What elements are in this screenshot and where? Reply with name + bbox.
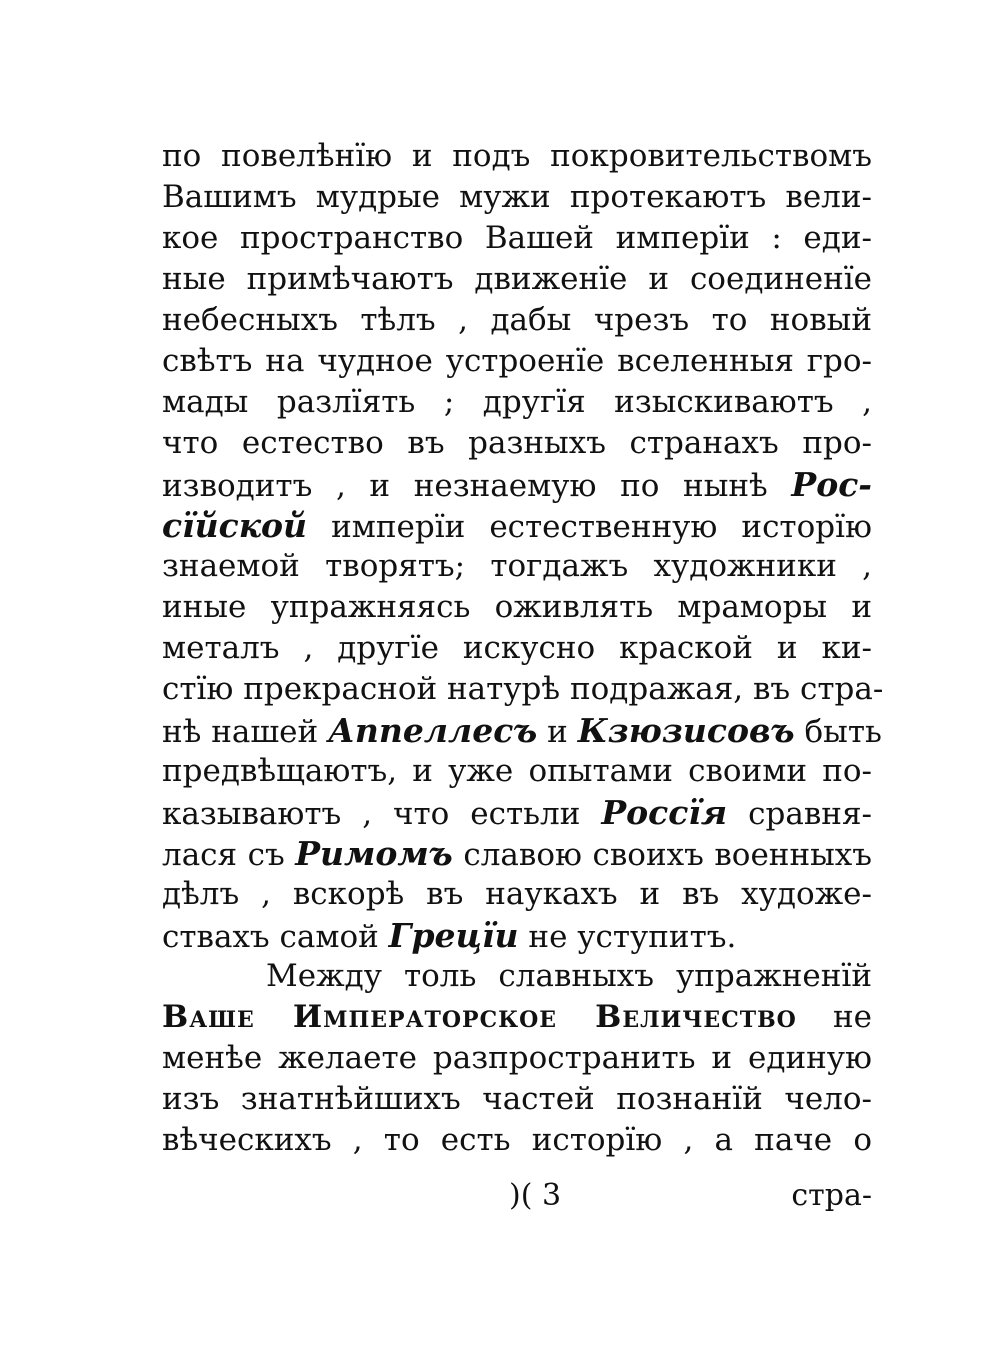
- text-line: [162, 792, 872, 833]
- text-line: что естество въ разныхъ странахъ про-: [162, 425, 872, 461]
- italic-name: Россїя: [601, 793, 728, 832]
- text-line: изъ знатнѣйшихъ частей познанїй чело-: [162, 1081, 872, 1117]
- text-line: [162, 915, 872, 956]
- text-run: казываютъ , что естьли: [162, 796, 581, 832]
- text-line: Вашимъ мудрые мужи протекаютъ вели-: [162, 179, 872, 215]
- text-run: быть: [804, 714, 882, 750]
- text-line: [162, 997, 872, 1038]
- text-line: по повелѣнїю и подъ покровительствомъ: [162, 138, 872, 174]
- italic-word: сїйской: [162, 506, 308, 545]
- text-line: металъ , другїе искусно краской и ки-: [162, 630, 872, 666]
- italic-name: Грецїи: [388, 916, 519, 955]
- paragraph-1: [162, 136, 884, 956]
- text-line: менѣе желаете разпространить и единую: [162, 1040, 872, 1076]
- text-line: вѣческихъ , то есть исторїю , а паче о: [162, 1122, 872, 1158]
- text-line: [162, 710, 882, 751]
- text-line: стїю прекрасной натурѣ подражая, въ стра-: [162, 671, 884, 707]
- text-line: дѣлъ , вскорѣ въ наукахъ и въ художе-: [162, 876, 872, 912]
- text-line: небесныхъ тѣлъ , дабы чрезъ то новый: [162, 302, 872, 338]
- text-run: сравня-: [748, 796, 872, 832]
- text-line: [162, 464, 872, 505]
- italic-word: Рос-: [791, 465, 872, 504]
- paragraph-2: [162, 956, 872, 1161]
- text-line: кое пространство Вашей имперїи : еди-: [162, 220, 872, 256]
- italic-name: Аппеллесъ: [328, 711, 538, 750]
- text-line: свѣтъ на чудное устроенїе вселенныя гро-: [162, 343, 872, 379]
- text-line: ные примѣчаютъ движенїе и соединенїе: [162, 261, 872, 297]
- text-line: Между толь славныхъ упражненїй: [266, 958, 872, 994]
- signature-mark: )( 3: [509, 1178, 562, 1213]
- text-run: ствахъ самой: [162, 919, 379, 955]
- text-run: лася съ: [162, 837, 285, 873]
- text-run: не уступитъ.: [528, 919, 737, 955]
- page-footer: [162, 1176, 872, 1216]
- catchword: стра-: [791, 1178, 872, 1213]
- text-line: мады разлїять ; другїя изыскиваютъ ,: [162, 384, 872, 420]
- text-line: знаемой творятъ; тогдажъ художники ,: [162, 548, 872, 584]
- text-run: не: [832, 999, 872, 1035]
- text-line: предвѣщаютъ, и уже опытами своими по-: [162, 753, 872, 789]
- text-line: иные упражняясь оживлять мраморы и: [162, 589, 872, 625]
- italic-name: Кзюзисовъ: [577, 711, 795, 750]
- text-run: изводитъ , и незнаемую по нынѣ: [162, 468, 768, 504]
- text-line: [162, 833, 872, 874]
- text-run: и: [547, 714, 568, 750]
- text-run: нѣ нашей: [162, 714, 319, 750]
- text-run: славою своихъ военныхъ: [463, 837, 873, 873]
- small-caps-title: Ваше Императорское Величество: [162, 999, 797, 1035]
- italic-name: Римомъ: [295, 834, 453, 873]
- page-text: [162, 136, 884, 1161]
- text-line: [162, 505, 872, 546]
- text-run: имперїи естественную исторїю: [331, 509, 872, 545]
